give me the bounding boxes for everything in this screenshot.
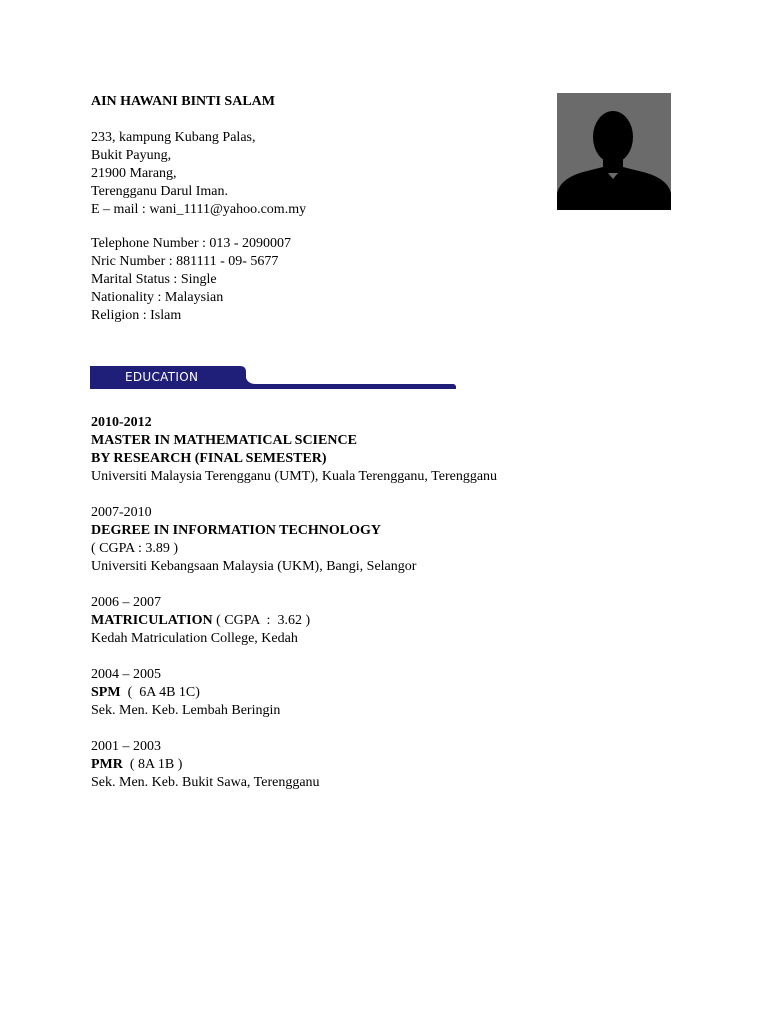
education-title: MASTER IN MATHEMATICAL SCIENCE [91,433,357,448]
education-years: 2001 – 2003 [91,739,161,754]
education-entry [91,666,497,720]
education-institution: Universiti Malaysia Terengganu (UMT), Kuala Terengganu, Terengganu [91,469,498,484]
person-silhouette-icon [557,93,671,210]
education-institution: Sek. Men. Keb. Bukit Sawa, Terengganu [91,775,320,790]
telephone-line: Telephone Number : 013 - 2090007 [91,236,292,251]
education-institution: Sek. Men. Keb. Lembah Beringin [91,703,281,718]
education-entry [91,504,497,576]
nationality-line: Nationality : Malaysian [91,290,224,305]
education-detail: ( CGPA : 3.62 ) [212,613,311,628]
education-entry [91,414,497,486]
education-title-row [91,756,497,774]
education-detail: ( CGPA : 3.89 ) [91,541,179,556]
address-line: Bukit Payung, [91,148,172,163]
education-institution: Kedah Matriculation College, Kedah [91,631,298,646]
education-title-row [91,612,497,630]
education-section-header [90,366,456,390]
address-line: Terengganu Darul Iman. [91,184,229,199]
education-years: 2006 – 2007 [91,595,161,610]
education-entry [91,738,497,792]
email-line: E – mail : wani_1111@yahoo.com.my [91,202,307,217]
religion-line: Religion : Islam [91,308,182,323]
education-title: PMR [91,757,123,772]
nric-line: Nric Number : 881111 - 09- 5677 [91,254,279,269]
education-title: MATRICULATION [91,613,213,628]
education-years: 2010-2012 [91,415,152,430]
education-years: 2007-2010 [91,505,152,520]
education-title: BY RESEARCH (FINAL SEMESTER) [91,451,327,466]
profile-photo [557,93,671,210]
education-list [91,414,497,810]
applicant-name: AIN HAWANI BINTI SALAM [91,94,275,109]
personal-details [91,235,291,325]
education-detail: ( 8A 1B ) [122,757,183,772]
address-line: 21900 Marang, [91,166,177,181]
education-years: 2004 – 2005 [91,667,161,682]
education-title: DEGREE IN INFORMATION TECHNOLOGY [91,523,382,538]
address-block [91,129,306,219]
education-institution: Universiti Kebangsaan Malaysia (UKM), Bangi, Selangor [91,559,417,574]
education-title: SPM [91,685,121,700]
address-line: 233, kampung Kubang Palas, [91,130,256,145]
education-title-row [91,684,497,702]
marital-status-line: Marital Status : Single [91,272,217,287]
education-detail: ( 6A 4B 1C) [120,685,200,700]
education-entry [91,594,497,648]
education-section-label: EDUCATION [125,370,199,384]
